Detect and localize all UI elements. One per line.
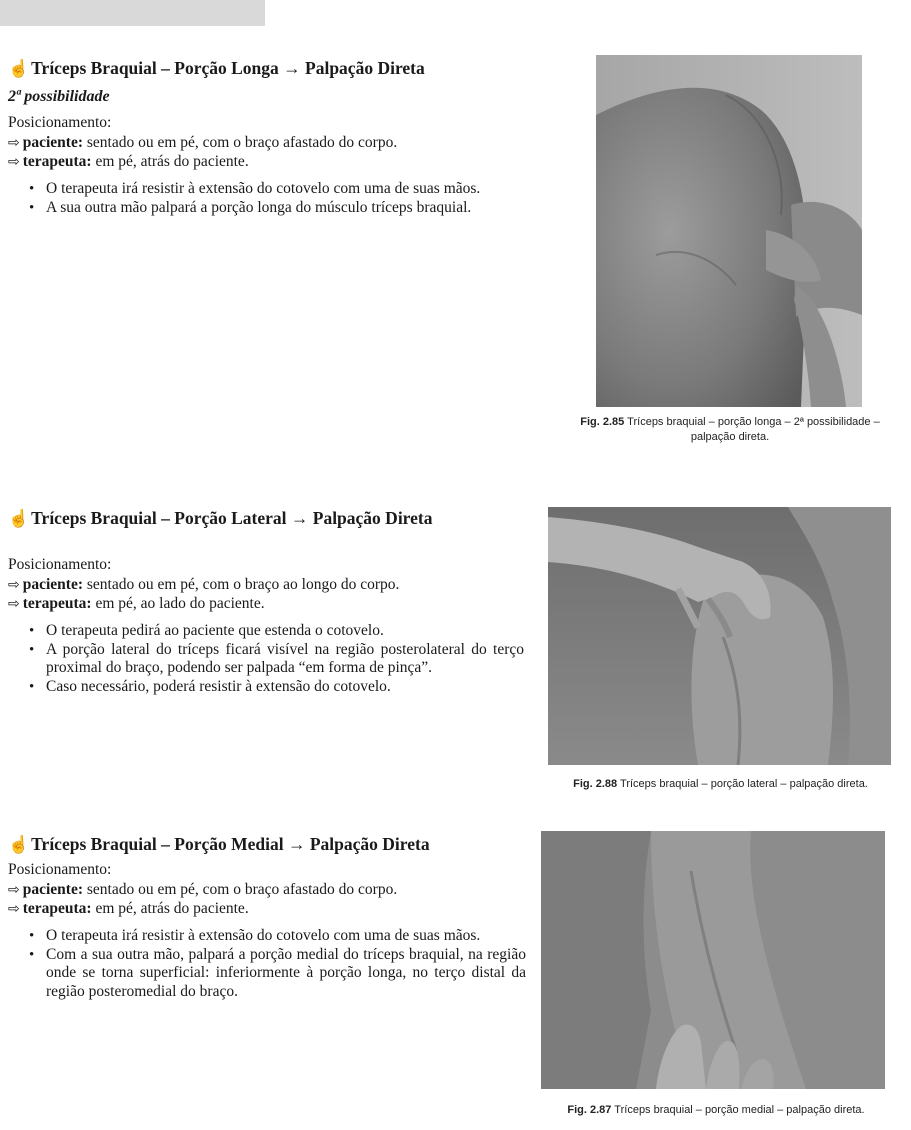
figure-2-87 [541, 831, 891, 1118]
section-medial-head [8, 834, 538, 1001]
arrow-right-icon: ⇨ [8, 154, 20, 171]
section-title [8, 508, 538, 529]
section-title-text: Tríceps Braquial – Porção Longa → Palpação Direta [31, 58, 425, 78]
positioning-label: Posicionamento: [8, 556, 112, 574]
section-long-head [8, 58, 538, 217]
hand-icon: ☝ [8, 835, 30, 854]
section-title-text: Tríceps Braquial – Porção Medial → Palpação Direta [31, 834, 430, 854]
bullet-list [8, 927, 526, 1001]
section-title [8, 58, 538, 79]
list-item: • O terapeuta irá resistir à extensão do cotovelo com uma de suas mãos. [46, 180, 526, 199]
arrow-right-icon: ⇨ [8, 576, 20, 593]
figure-caption-text: Tríceps braquial – porção lateral – palpação direta. [617, 778, 868, 790]
bullet-list [8, 180, 526, 217]
figure-caption [541, 1103, 891, 1118]
therapist-label: terapeuta: [22, 900, 92, 918]
patient-label: paciente: [22, 133, 83, 151]
photo-medial-head [541, 831, 885, 1089]
hand-icon: ☝ [8, 59, 30, 78]
arrow-right-icon: ⇨ [8, 596, 20, 613]
list-item: • A porção lateral do tríceps ficará visível na região posterolateral do terço proximal do braço, podendo ser palpada “em forma de pinça”. [46, 641, 524, 678]
patient-line [8, 133, 538, 153]
figure-2-88 [548, 507, 893, 792]
arrow-right-icon: ⇨ [8, 901, 20, 918]
bullet-list [8, 622, 524, 696]
arrow-right-icon: ⇨ [8, 881, 20, 898]
list-item: • Caso necessário, poderá resistir à extensão do cotovelo. [46, 678, 524, 697]
figure-caption-text: Tríceps braquial – porção longa – 2ª possibilidade – [624, 416, 880, 428]
therapist-text: em pé, atrás do paciente. [91, 900, 249, 918]
section-lateral-head [8, 508, 538, 696]
figure-2-85 [560, 55, 900, 445]
patient-text: sentado ou em pé, com o braço afastado do corpo. [83, 880, 398, 898]
therapist-line [8, 594, 538, 614]
figure-caption-text-2: palpação direta. [690, 430, 770, 443]
hand-icon: ☝ [8, 509, 30, 528]
patient-line [8, 575, 538, 595]
therapist-line [8, 899, 538, 919]
top-gray-bar [0, 0, 265, 26]
therapist-label: terapeuta: [22, 595, 92, 613]
figure-number: Fig. 2.85 [580, 416, 625, 428]
figure-caption-text: Tríceps braquial – porção medial – palpação direta. [611, 1104, 865, 1116]
section-title-text: Tríceps Braquial – Porção Lateral → Palpação Direta [31, 508, 433, 528]
section-subtitle: 2ª possibilidade [8, 88, 110, 106]
list-item: • O terapeuta pedirá ao paciente que estenda o cotovelo. [46, 622, 524, 641]
list-item: • Com a sua outra mão, palpará a porção medial do tríceps braquial, na região onde se torna superficial: inferiormente à porção longa, no terço distal da região posteromedial do braço. [46, 946, 526, 1002]
arrow-right-icon: ⇨ [8, 134, 20, 151]
photo-lateral-head [548, 507, 891, 765]
therapist-line [8, 152, 538, 172]
patient-line [8, 880, 538, 900]
photo-long-head [596, 55, 862, 407]
list-item: • A sua outra mão palpará a porção longa do músculo tríceps braquial. [46, 199, 526, 218]
patient-text: sentado ou em pé, com o braço afastado do corpo. [83, 133, 398, 151]
figure-caption [560, 415, 900, 445]
positioning-label: Posicionamento: [8, 114, 112, 132]
therapist-text: em pé, atrás do paciente. [91, 153, 249, 171]
therapist-label: terapeuta: [22, 153, 92, 171]
figure-caption [548, 777, 893, 792]
positioning-label: Posicionamento: [8, 861, 112, 879]
patient-label: paciente: [22, 880, 83, 898]
figure-number: Fig. 2.87 [567, 1104, 612, 1116]
section-title [8, 834, 538, 855]
patient-label: paciente: [22, 575, 83, 593]
patient-text: sentado ou em pé, com o braço ao longo do corpo. [83, 575, 400, 593]
therapist-text: em pé, ao lado do paciente. [91, 595, 265, 613]
figure-number: Fig. 2.88 [573, 778, 618, 790]
list-item: • O terapeuta irá resistir à extensão do cotovelo com uma de suas mãos. [46, 927, 526, 946]
